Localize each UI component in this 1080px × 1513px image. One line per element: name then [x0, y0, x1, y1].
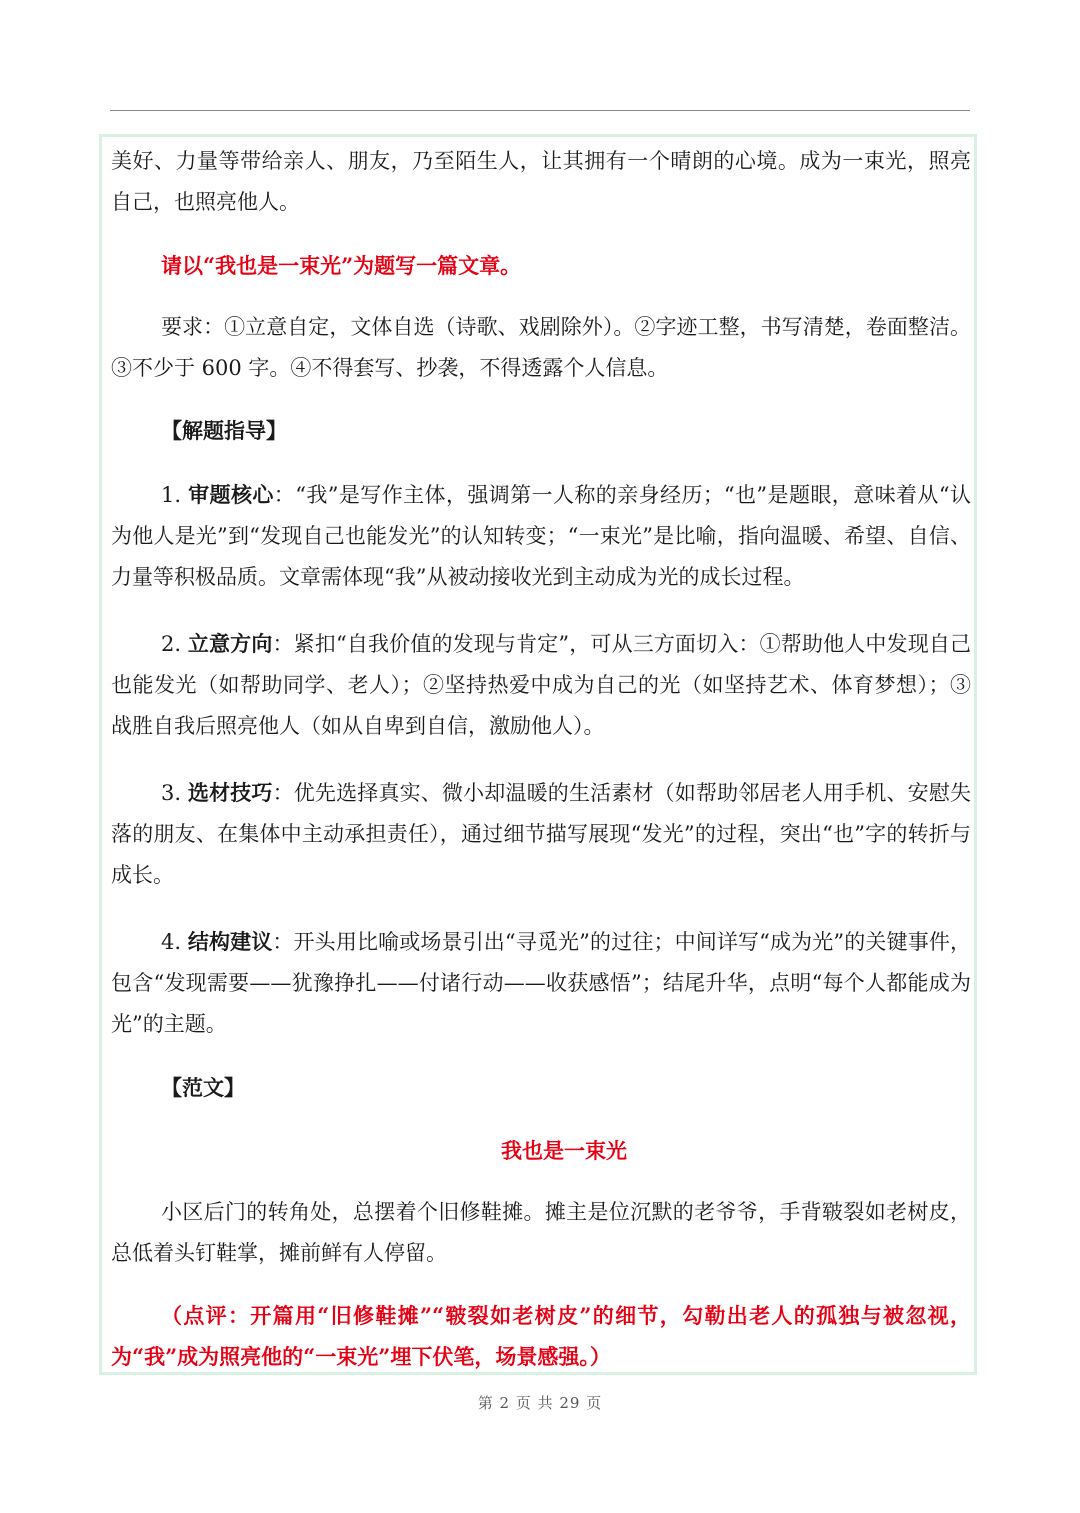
guide-item-1 — [111, 474, 971, 598]
guide-item-label: 结构建议 — [187, 929, 273, 954]
guide-item-text: ：优先选择真实、微小却温暖的生活素材（如帮助邻居老人用手机、安慰失落的朋友、在集体中主动承担责任），通过细节描写展现“发光”的过程，突出“也”字的转折与成长。 — [111, 781, 972, 887]
essay-paragraph-1: 小区后门的转角处，总摆着个旧修鞋摊。摊主是位沉默的老爷爷，手背皲裂如老树皮，总低着头钉鞋掌，摊前鲜有人停留。 — [111, 1200, 971, 1265]
guide-item-text: ：紧扣“自我价值的发现与肯定”，可从三方面切入：①帮助他人中发现自己也能发光（如帮助同学、老人）；②坚持热爱中成为自己的光（如坚持艺术、体育梦想）；③战胜自我后照亮他人（如从自卑到自信，激励他人）。 — [111, 632, 972, 738]
writing-prompt: 请以“我也是一束光”为题写一篇文章。 — [161, 253, 522, 278]
guide-item-label: 审题核心 — [188, 482, 274, 507]
header-rule — [110, 110, 970, 111]
guide-item-3 — [111, 772, 971, 896]
guide-item-text: ：开头用比喻或场景引出“寻觅光”的过往；中间详写“成为光”的关键事件，包含“发现需要——犹豫挣扎——付诸行动——收获感悟”；结尾升华，点明“每个人都能成为光”的主题。 — [111, 930, 971, 1036]
sample-heading: 【范文】 — [161, 1075, 245, 1100]
essay-comment: （点评：开篇用“旧修鞋摊”“皲裂如老树皮”的细节，勾勒出老人的孤独与被忽视，为“我”成为照亮他的“一束光”埋下伏笔，场景感强。） — [111, 1303, 971, 1369]
guide-item-number: 2. — [161, 632, 182, 656]
page-number-footer: 第 2 页 共 29 页 — [477, 1394, 603, 1412]
guide-item-number: 1. — [161, 483, 182, 507]
essay-title: 我也是一束光 — [501, 1138, 627, 1163]
guide-item-4 — [111, 921, 971, 1045]
guide-item-label: 选材技巧 — [187, 780, 273, 805]
requirements: 要求：①立意自定，文体自选（诗歌、戏剧除外）。②字迹工整，书写清楚，卷面整洁。③不少于 600 字。④不得套写、抄袭，不得透露个人信息。 — [111, 315, 971, 380]
guide-item-number: 4. — [161, 930, 182, 954]
guide-item-number: 3. — [161, 781, 182, 805]
guide-item-label: 立意方向 — [187, 631, 273, 656]
guide-heading: 【解题指导】 — [161, 418, 287, 443]
guide-item-text: ：“我”是写作主体，强调第一人称的亲身经历；“也”是题眼，意味着从“认为他人是光”到“发现自己也能发光”的认知转变；“一束光”是比喻，指向温暖、希望、自信、力量等积极品质。文章需体现“我”从被动接收光到主动成为光的成长过程。 — [111, 483, 971, 589]
paragraph-intro-continued: 美好、力量等带给亲人、朋友，乃至陌生人，让其拥有一个晴朗的心境。成为一束光，照亮自己，也照亮他人。 — [111, 149, 971, 214]
guide-item-2 — [111, 623, 971, 747]
page-content — [111, 141, 971, 1377]
